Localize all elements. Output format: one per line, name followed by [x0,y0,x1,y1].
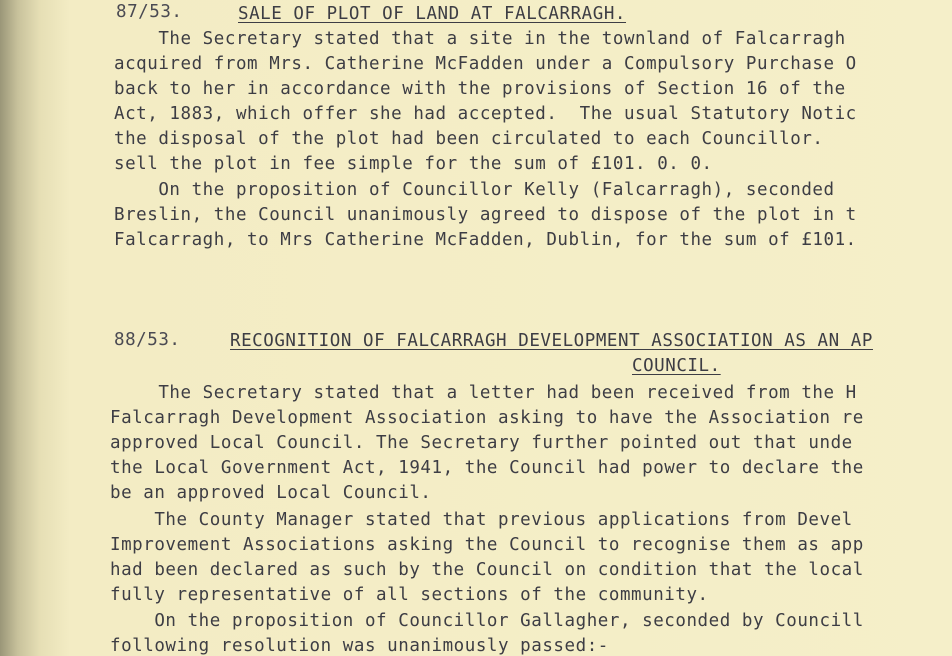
section-number: 88/53. [114,330,181,350]
section-heading-continuation: COUNCIL. [632,356,721,376]
paragraph-line: following resolution was unanimously passed:- [110,636,609,656]
paragraph-line: back to her in accordance with the provisions of Section 16 of the [114,79,857,99]
paragraph-line: sell the plot in fee simple for the sum of £101. 0. 0. [114,154,713,174]
paragraph-line: Falcarragh, to Mrs Catherine McFadden, Dublin, for the sum of £101. [114,230,857,250]
paragraph-line: had been declared as such by the Council on condition that the local [110,560,864,580]
paragraph-line: Improvement Associations asking the Council to recognise them as app [110,535,864,555]
paragraph-line: acquired from Mrs. Catherine McFadden under a Compulsory Purchase O [114,54,857,74]
paragraph-line: approved Local Council. The Secretary further pointed out that unde [110,433,853,453]
section-heading: RECOGNITION OF FALCARRAGH DEVELOPMENT ASSOCIATION AS AN AP [230,331,873,351]
paragraph-line: The Secretary stated that a letter had been received from the H [114,383,857,403]
paragraph-line: Act, 1883, which offer she had accepted. The usual Statutory Notic [114,104,857,124]
paragraph-line: Falcarragh Development Association asking to have the Association re [110,408,864,428]
section-number: 87/53. [116,2,183,22]
paragraph-line: be an approved Local Council. [110,483,432,503]
paragraph-line: The County Manager stated that previous applications from Devel [110,510,853,530]
section-heading: SALE OF PLOT OF LAND AT FALCARRAGH. [238,4,627,24]
paragraph-line: The Secretary stated that a site in the townland of Falcarragh [114,29,846,49]
paragraph-line: On the proposition of Councillor Gallagher, seconded by Councill [110,611,864,631]
paragraph-line: the disposal of the plot had been circulated to each Councillor. [114,129,857,149]
paragraph-line: On the proposition of Councillor Kelly (Falcarragh), seconded [114,180,846,200]
paragraph-line: the Local Government Act, 1941, the Council had power to declare the [110,458,864,478]
paragraph-line: Breslin, the Council unanimously agreed to dispose of the plot in t [114,205,857,225]
paragraph-line: fully representative of all sections of the community. [110,585,709,605]
